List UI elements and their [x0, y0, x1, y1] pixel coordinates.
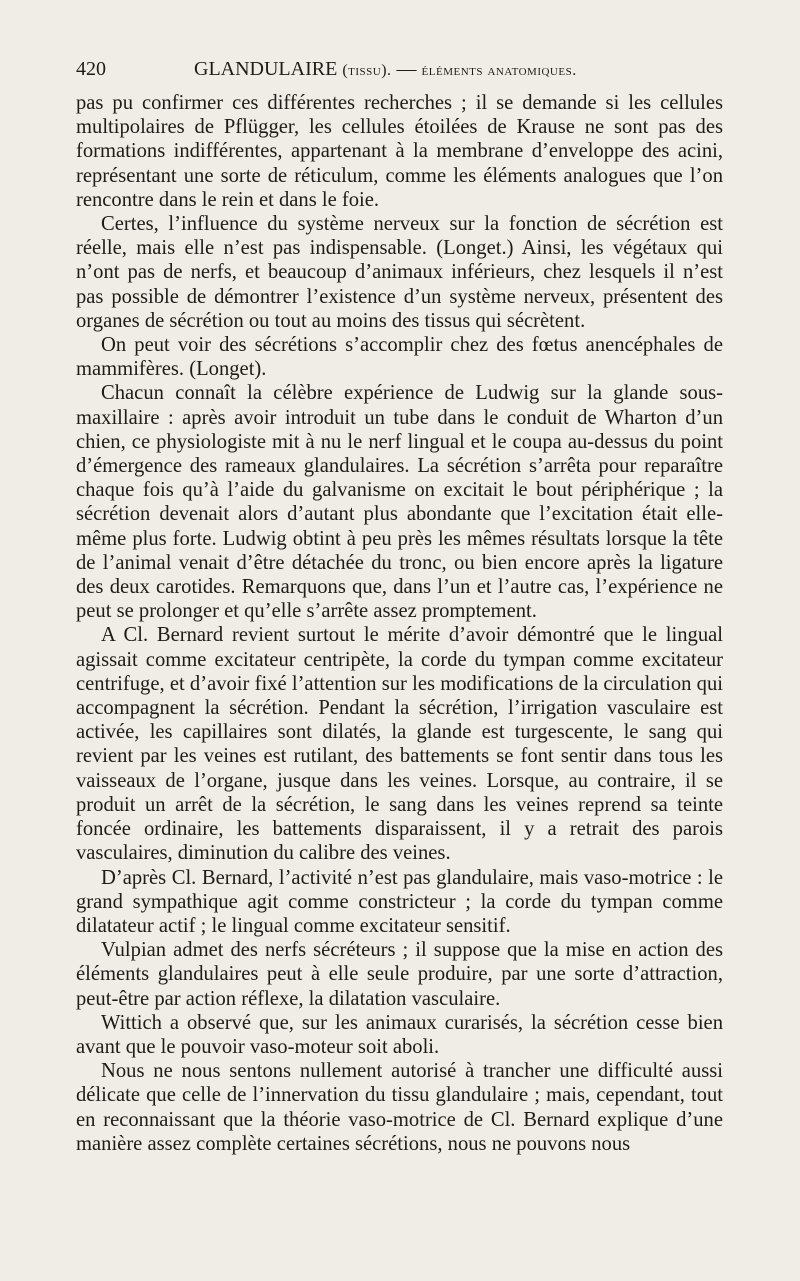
paragraph-8: Wittich a observé que, sur les animaux curarisés, la sécrétion cesse bien avant que le pouvoir vaso-moteur soit aboli.	[76, 1011, 723, 1058]
title-dash: —	[396, 58, 417, 80]
running-title	[194, 58, 577, 81]
paragraph-1: pas pu confirmer ces différentes recherches ; il se demande si les cellules multipolaires de Pflügger, les cellules étoilées de Krause ne sont pas des formations indifférentes, appartenant à la membrane d’enveloppe des acini, représentant une sorte de réticulum, comme les éléments analogues que l’on rencontre dans le rein et dans le foie.	[76, 92, 723, 211]
paragraph-7: Vulpian admet des nerfs sécréteurs ; il suppose que la mise en action des éléments glandulaires peut à elle seule produire, par une sorte d’attraction, peut-être par action réflexe, la dilatation vasculaire.	[76, 939, 723, 1010]
body-text	[76, 91, 723, 1156]
paragraph-4: Chacun connaît la célèbre expérience de Ludwig sur la glande sous-maxillaire : après avoir introduit un tube dans le conduit de Wharton d’un chien, ce physiologiste mit à nu le nerf lingual et le coupa au-dessus du point d’émergence des rameaux glandulaires. La sécrétion s’arrêta pour reparaître chaque fois qu’à l’aide du galvanisme on excitait le bout périphérique ; la sécrétion devenait alors d’autant plus abondante que l’excitation était elle-même plus forte. Ludwig obtint à peu près les mêmes résultats lorsque la tête de l’animal venait d’être détachée du tronc, ou bien encore après la ligature des deux carotides. Remarquons que, dans l’un et l’autre cas, l’expérience ne peut se prolonger et qu’elle s’arrête assez promptement.	[76, 382, 723, 623]
title-main: GLANDULAIRE	[194, 58, 338, 80]
paragraph-6: D’après Cl. Bernard, l’activité n’est pas glandulaire, mais vaso-motrice : le grand sympathique agit comme constricteur ; la corde du tympan comme dilatateur actif ; le lingual comme excitateur sensitif.	[76, 866, 723, 937]
page-number: 420	[76, 58, 106, 80]
title-qualifier: (tissu).	[342, 62, 392, 79]
paragraph-9: Nous ne nous sentons nullement autorisé à trancher une difficulté aussi délicate que celle de l’innervation du tissu glandulaire ; mais, cependant, tout en reconnaissant que la théorie vaso-motrice de Cl. Bernard explique d’une manière assez complète certaines sécrétions, nous ne pouvons nous	[76, 1060, 723, 1155]
paragraph-5: A Cl. Bernard revient surtout le mérite d’avoir démontré que le lingual agissait comme excitateur centripète, la corde du tympan comme excitateur centrifuge, et d’avoir fixé l’attention sur les modifications de la circulation qui accompagnent la sécrétion. Pendant la sécrétion, l’irrigation vasculaire est activée, les capillaires sont dilatés, la glande est turgescente, le sang qui revient par les veines est rutilant, des battements se font sentir dans tous les vaisseaux de l’organe, jusque dans les veines. Lorsque, au contraire, il se produit un arrêt de la sécrétion, le sang dans les veines reprend sa teinte foncée ordinaire, les battements disparaissent, il y a retrait des parois vasculaires, diminution du calibre des veines.	[76, 624, 723, 865]
section-title: éléments anatomiques.	[421, 62, 577, 79]
paragraph-3: On peut voir des sécrétions s’accomplir chez des fœtus anencéphales de mammifères. (Longet).	[76, 334, 723, 381]
paragraph-2: Certes, l’influence du système nerveux sur la fonction de sécrétion est réelle, mais elle n’est pas indispensable. (Longet.) Ainsi, les végétaux qui n’ont pas de nerfs, et beaucoup d’animaux inférieurs, chez lesquels il n’est pas possible de démontrer l’existence d’un système nerveux, présentent des organes de sécrétion ou tout au moins des tissus qui sécrètent.	[76, 213, 723, 332]
running-header	[76, 58, 724, 88]
